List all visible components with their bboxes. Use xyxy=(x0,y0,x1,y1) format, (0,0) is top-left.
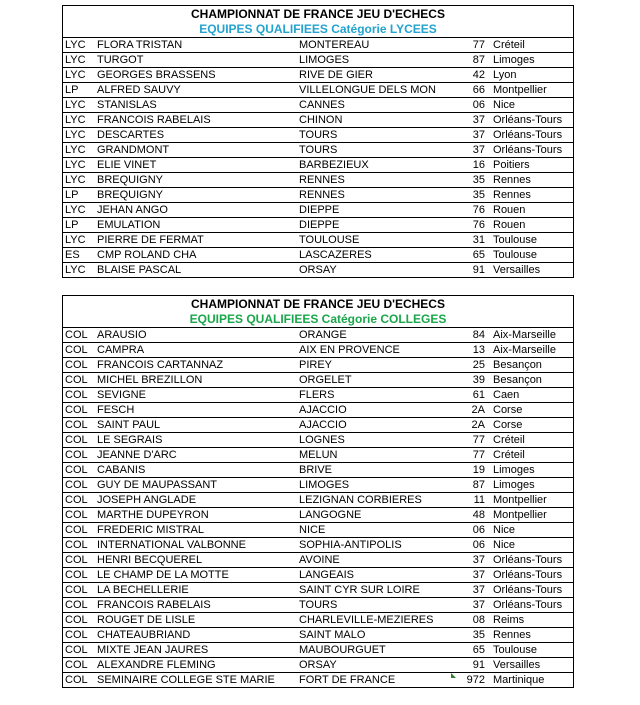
table-row xyxy=(63,113,573,128)
colleges-table-block xyxy=(62,295,574,688)
cell-type: LYC xyxy=(63,38,95,53)
cell-city: MELUN xyxy=(297,448,449,463)
cell-city: MONTEREAU xyxy=(297,38,449,53)
cell-type: COL xyxy=(63,388,95,403)
cell-city: DIEPPE xyxy=(297,203,449,218)
cell-dept: 35 xyxy=(449,188,491,203)
cell-dept: 48 xyxy=(449,508,491,523)
lycees-table-block xyxy=(62,5,574,278)
cell-type: COL xyxy=(63,433,95,448)
table-row xyxy=(63,98,573,113)
cell-name: FREDERIC MISTRAL xyxy=(95,523,297,538)
cell-type: COL xyxy=(63,373,95,388)
cell-city: ORSAY xyxy=(299,264,337,276)
cell-city: AJACCIO xyxy=(297,418,449,433)
cell-name: DESCARTES xyxy=(95,128,297,143)
cell-academy: Corse xyxy=(491,418,573,433)
cell-name: LA BECHELLERIE xyxy=(95,583,297,598)
cell-dept: 25 xyxy=(449,358,491,373)
cell-city: AVOINE xyxy=(297,553,449,568)
table-row xyxy=(63,538,573,553)
cell-name: ROUGET DE LISLE xyxy=(95,613,297,628)
table-row xyxy=(63,613,573,628)
table-row xyxy=(63,233,573,248)
cell-name: BLAISE PASCAL xyxy=(97,264,182,276)
table-row xyxy=(63,643,573,658)
cell-city: TOURS xyxy=(297,128,449,143)
cell-dept: 19 xyxy=(449,463,491,478)
table-row xyxy=(63,418,573,433)
cell-name: TURGOT xyxy=(95,53,297,68)
table-row xyxy=(63,128,573,143)
lycees-title: CHAMPIONNAT DE FRANCE JEU D'ECHECS xyxy=(191,7,445,21)
cell-type: COL xyxy=(65,674,88,686)
cell-name: BREQUIGNY xyxy=(95,173,297,188)
cell-dept: 37 xyxy=(449,143,491,158)
cell-city: SOPHIA-ANTIPOLIS xyxy=(297,538,449,553)
cell-name: FRANCOIS CARTANNAZ xyxy=(95,358,297,373)
cell-dept: 42 xyxy=(449,68,491,83)
cell-city: AIX EN PROVENCE xyxy=(297,343,449,358)
lycees-subtitle: EQUIPES QUALIFIEES Catégorie LYCEES xyxy=(199,22,437,36)
cell-type: COL xyxy=(63,493,95,508)
cell-city: LIMOGES xyxy=(297,53,449,68)
cell-type: LP xyxy=(63,83,95,98)
cell-dept: 06 xyxy=(449,523,491,538)
cell-name: ARAUSIO xyxy=(95,328,297,343)
cell-academy: Lyon xyxy=(491,68,573,83)
cell-type: COL xyxy=(63,583,95,598)
cell-academy: Créteil xyxy=(491,433,573,448)
table-row xyxy=(63,373,573,388)
cell-city: BRIVE xyxy=(297,463,449,478)
cell-academy: Aix-Marseille xyxy=(491,343,573,358)
cell-type: COL xyxy=(63,628,95,643)
cell-dept: 06 xyxy=(449,538,491,553)
cell-city: AJACCIO xyxy=(297,403,449,418)
cell-academy: Limoges xyxy=(491,478,573,493)
cell-city: RIVE DE GIER xyxy=(297,68,449,83)
cell-type: LP xyxy=(63,218,95,233)
cell-name: FRANCOIS RABELAIS xyxy=(95,113,297,128)
cell-academy: Aix-Marseille xyxy=(491,328,573,343)
cell-name: CHATEAUBRIAND xyxy=(95,628,297,643)
cell-academy: Corse xyxy=(491,403,573,418)
cell-type: COL xyxy=(63,328,95,343)
cell-dept: 37 xyxy=(449,128,491,143)
cell-academy: Versailles xyxy=(493,264,541,276)
cell-type: COL xyxy=(63,403,95,418)
table-row xyxy=(63,388,573,403)
table-row xyxy=(63,203,573,218)
cell-city: LEZIGNAN CORBIERES xyxy=(297,493,449,508)
cell-academy: Montpellier xyxy=(491,83,573,98)
cell-academy: Créteil xyxy=(491,38,573,53)
cell-dept: 31 xyxy=(449,233,491,248)
cell-type: LYC xyxy=(63,203,95,218)
cell-dept: 61 xyxy=(449,388,491,403)
cell-dept: 06 xyxy=(449,98,491,113)
cell-dept: 37 xyxy=(449,583,491,598)
cell-name: SEVIGNE xyxy=(95,388,297,403)
cell-dept: 84 xyxy=(449,328,491,343)
cell-name: CAMPRA xyxy=(95,343,297,358)
cell-academy: Orléans-Tours xyxy=(491,568,573,583)
cell-academy: Rouen xyxy=(491,203,573,218)
cell-dept: 77 xyxy=(449,38,491,53)
table-row xyxy=(63,53,573,68)
cell-comment-marker xyxy=(451,673,456,678)
cell-academy: Versailles xyxy=(491,658,573,673)
cell-type: ES xyxy=(63,248,95,263)
cell-academy: Orléans-Tours xyxy=(491,128,573,143)
cell-name: FESCH xyxy=(95,403,297,418)
table-row xyxy=(63,328,573,343)
table-row xyxy=(63,68,573,83)
cell-dept: 35 xyxy=(449,173,491,188)
cell-academy: Rennes xyxy=(491,173,573,188)
cell-name: SAINT PAUL xyxy=(95,418,297,433)
cell-name: GUY DE MAUPASSANT xyxy=(95,478,297,493)
cell-academy: Toulouse xyxy=(491,643,573,658)
cell-name: SEMINAIRE COLLEGE STE MARIE xyxy=(97,674,275,686)
table-row xyxy=(63,188,573,203)
cell-city: RENNES xyxy=(297,188,449,203)
cell-academy: Nice xyxy=(491,538,573,553)
colleges-header xyxy=(63,296,573,328)
cell-academy: Martinique xyxy=(493,674,545,686)
cell-academy: Nice xyxy=(491,523,573,538)
cell-type: COL xyxy=(63,568,95,583)
table-row xyxy=(63,173,573,188)
cell-type: LYC xyxy=(63,53,95,68)
cell-dept: 91 xyxy=(472,264,485,276)
colleges-table xyxy=(63,328,573,687)
table-row xyxy=(63,448,573,463)
cell-city: ORANGE xyxy=(297,328,449,343)
cell-name: HENRI BECQUEREL xyxy=(95,553,297,568)
cell-type: COL xyxy=(63,478,95,493)
cell-type: COL xyxy=(63,343,95,358)
cell-academy: Orléans-Tours xyxy=(491,583,573,598)
table-row xyxy=(63,248,573,263)
cell-dept: 91 xyxy=(449,658,491,673)
cell-city: ORSAY xyxy=(297,658,449,673)
cell-city: CHARLEVILLE-MEZIERES xyxy=(297,613,449,628)
cell-academy: Montpellier xyxy=(491,493,573,508)
cell-city: VILLELONGUE DELS MON xyxy=(297,83,449,98)
cell-city: BARBEZIEUX xyxy=(297,158,449,173)
cell-dept: 39 xyxy=(449,373,491,388)
cell-type: LYC xyxy=(63,173,95,188)
cell-type: LYC xyxy=(65,264,86,276)
table-row xyxy=(63,263,573,278)
cell-dept: 37 xyxy=(449,568,491,583)
cell-academy: Poitiers xyxy=(491,158,573,173)
cell-city: MAUBOURGUET xyxy=(297,643,449,658)
cell-city: LASCAZERES xyxy=(297,248,449,263)
cell-type: COL xyxy=(63,643,95,658)
table-row xyxy=(63,358,573,373)
cell-dept: 972 xyxy=(449,673,491,688)
cell-name: GRANDMONT xyxy=(95,143,297,158)
table-row xyxy=(63,218,573,233)
cell-dept: 16 xyxy=(449,158,491,173)
cell-type: LP xyxy=(63,188,95,203)
cell-academy: Rennes xyxy=(491,188,573,203)
table-row xyxy=(63,38,573,53)
cell-academy: Orléans-Tours xyxy=(491,598,573,613)
cell-name: MARTHE DUPEYRON xyxy=(95,508,297,523)
cell-city: TOURS xyxy=(297,143,449,158)
cell-type: LYC xyxy=(63,143,95,158)
table-row xyxy=(63,508,573,523)
cell-city: LOGNES xyxy=(297,433,449,448)
cell-academy: Nice xyxy=(491,98,573,113)
cell-city: ORGELET xyxy=(297,373,449,388)
cell-academy: Limoges xyxy=(491,463,573,478)
cell-academy: Créteil xyxy=(491,448,573,463)
cell-dept: 37 xyxy=(449,553,491,568)
cell-academy: Orléans-Tours xyxy=(491,113,573,128)
cell-name: ELIE VINET xyxy=(95,158,297,173)
table-row xyxy=(63,493,573,508)
cell-name: BREQUIGNY xyxy=(95,188,297,203)
cell-type: COL xyxy=(63,553,95,568)
table-row xyxy=(63,143,573,158)
cell-name: CABANIS xyxy=(95,463,297,478)
table-row xyxy=(63,463,573,478)
cell-name: MIXTE JEAN JAURES xyxy=(95,643,297,658)
cell-name: ALFRED SAUVY xyxy=(95,83,297,98)
cell-type: LYC xyxy=(63,158,95,173)
cell-dept: 87 xyxy=(449,53,491,68)
cell-academy: Rouen xyxy=(491,218,573,233)
lycees-header xyxy=(63,6,573,38)
cell-type: LYC xyxy=(63,98,95,113)
table-row xyxy=(63,568,573,583)
cell-academy: Besançon xyxy=(491,373,573,388)
cell-name: PIERRE DE FERMAT xyxy=(95,233,297,248)
cell-dept: 65 xyxy=(449,248,491,263)
cell-type: COL xyxy=(63,463,95,478)
lycees-table xyxy=(63,38,573,277)
colleges-subtitle: EQUIPES QUALIFIEES Catégorie COLLEGES xyxy=(189,312,447,326)
cell-type: LYC xyxy=(63,68,95,83)
cell-academy: Montpellier xyxy=(491,508,573,523)
cell-academy: Reims xyxy=(491,613,573,628)
cell-name: JOSEPH ANGLADE xyxy=(95,493,297,508)
cell-dept: 77 xyxy=(449,433,491,448)
cell-type: COL xyxy=(63,658,95,673)
cell-dept: 11 xyxy=(449,493,491,508)
cell-dept: 2A xyxy=(449,403,491,418)
cell-name: INTERNATIONAL VALBONNE xyxy=(95,538,297,553)
table-row xyxy=(63,433,573,448)
cell-dept: 2A xyxy=(449,418,491,433)
cell-city: RENNES xyxy=(297,173,449,188)
table-row xyxy=(63,673,573,688)
cell-type: COL xyxy=(63,523,95,538)
cell-academy: Toulouse xyxy=(491,233,573,248)
cell-city: DIEPPE xyxy=(297,218,449,233)
cell-name: CMP ROLAND CHA xyxy=(95,248,297,263)
cell-dept: 77 xyxy=(449,448,491,463)
cell-dept: 76 xyxy=(449,203,491,218)
cell-name: LE CHAMP DE LA MOTTE xyxy=(95,568,297,583)
cell-type: COL xyxy=(63,613,95,628)
cell-academy: Besançon xyxy=(491,358,573,373)
cell-type: LYC xyxy=(63,128,95,143)
cell-type: LYC xyxy=(63,233,95,248)
cell-city: PIREY xyxy=(297,358,449,373)
cell-city: SAINT CYR SUR LOIRE xyxy=(297,583,449,598)
colleges-title: CHAMPIONNAT DE FRANCE JEU D'ECHECS xyxy=(191,297,445,311)
cell-dept: 76 xyxy=(449,218,491,233)
table-row xyxy=(63,523,573,538)
cell-academy: Limoges xyxy=(491,53,573,68)
cell-type: COL xyxy=(63,508,95,523)
cell-city: SAINT MALO xyxy=(297,628,449,643)
cell-city: FORT DE FRANCE xyxy=(299,674,396,686)
cell-name: EMULATION xyxy=(95,218,297,233)
table-row xyxy=(63,343,573,358)
table-row xyxy=(63,598,573,613)
cell-dept: 13 xyxy=(449,343,491,358)
cell-name: FRANCOIS RABELAIS xyxy=(95,598,297,613)
cell-dept: 66 xyxy=(449,83,491,98)
cell-name: LE SEGRAIS xyxy=(95,433,297,448)
cell-type: LYC xyxy=(63,113,95,128)
table-row xyxy=(63,658,573,673)
cell-dept: 35 xyxy=(449,628,491,643)
cell-dept: 37 xyxy=(449,598,491,613)
cell-city: LANGOGNE xyxy=(297,508,449,523)
cell-type: COL xyxy=(63,538,95,553)
cell-type: COL xyxy=(63,598,95,613)
cell-dept: 87 xyxy=(449,478,491,493)
cell-academy: Toulouse xyxy=(491,248,573,263)
cell-city: LANGEAIS xyxy=(297,568,449,583)
cell-city: TOULOUSE xyxy=(297,233,449,248)
table-row xyxy=(63,628,573,643)
table-row xyxy=(63,583,573,598)
cell-type: COL xyxy=(63,448,95,463)
cell-type: COL xyxy=(63,418,95,433)
cell-academy: Caen xyxy=(491,388,573,403)
cell-name: MICHEL BREZILLON xyxy=(95,373,297,388)
cell-name: FLORA TRISTAN xyxy=(95,38,297,53)
cell-city: CHINON xyxy=(297,113,449,128)
cell-city: LIMOGES xyxy=(297,478,449,493)
cell-academy: Orléans-Tours xyxy=(491,143,573,158)
table-row xyxy=(63,158,573,173)
cell-city: FLERS xyxy=(297,388,449,403)
cell-name: ALEXANDRE FLEMING xyxy=(95,658,297,673)
table-row xyxy=(63,478,573,493)
table-row xyxy=(63,403,573,418)
cell-name: STANISLAS xyxy=(95,98,297,113)
cell-name: GEORGES BRASSENS xyxy=(95,68,297,83)
table-row xyxy=(63,553,573,568)
cell-city: NICE xyxy=(297,523,449,538)
cell-city: TOURS xyxy=(297,598,449,613)
cell-name: JEANNE D'ARC xyxy=(95,448,297,463)
cell-name: JEHAN ANGO xyxy=(95,203,297,218)
cell-city: CANNES xyxy=(297,98,449,113)
cell-type: COL xyxy=(63,358,95,373)
cell-dept: 37 xyxy=(449,113,491,128)
cell-academy: Rennes xyxy=(491,628,573,643)
cell-dept: 08 xyxy=(449,613,491,628)
cell-academy: Orléans-Tours xyxy=(491,553,573,568)
cell-dept: 65 xyxy=(449,643,491,658)
table-row xyxy=(63,83,573,98)
